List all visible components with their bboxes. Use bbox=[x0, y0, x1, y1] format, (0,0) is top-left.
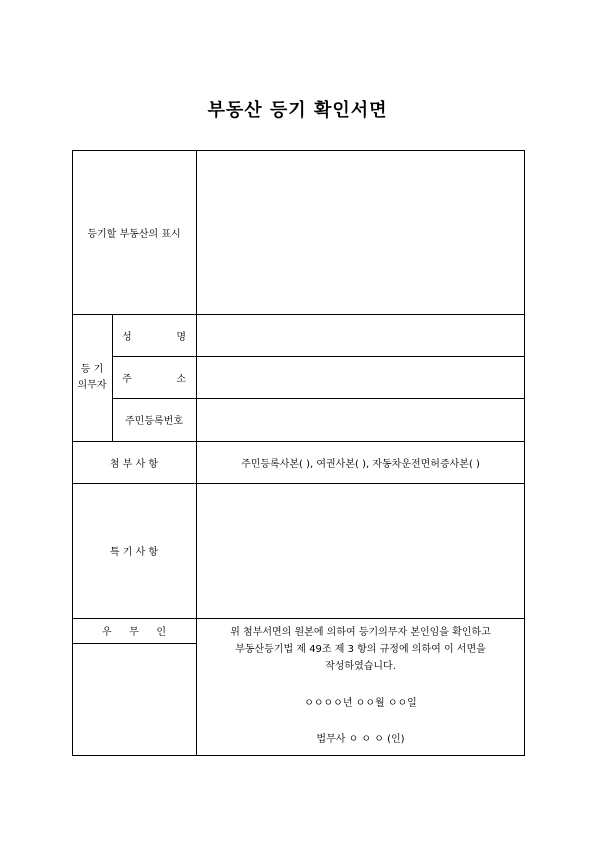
address-label bbox=[122, 356, 186, 398]
confirmation-line-2: 부동산등기법 제 49조 제 3 항의 규정에 의하여 이 서면을 bbox=[235, 644, 486, 655]
page-title: 부동산 등기 확인서면 bbox=[207, 100, 388, 121]
address-label-char-2: 소 bbox=[176, 373, 186, 385]
special-notes-label: 특 기 사 항 bbox=[109, 547, 159, 558]
thumbprint-box[interactable] bbox=[73, 644, 196, 755]
obligor-label bbox=[72, 314, 112, 441]
name-field[interactable] bbox=[197, 315, 524, 356]
address-label-char-1: 주 bbox=[122, 373, 132, 385]
thumbprint-char-3: 인 bbox=[156, 627, 166, 638]
name-label-char-1: 성 bbox=[122, 331, 132, 343]
thumbprint-char-1: 우 bbox=[102, 627, 112, 638]
property-field[interactable] bbox=[197, 151, 524, 314]
thumbprint-char-2: 무 bbox=[129, 627, 139, 638]
confirmation-statement bbox=[197, 624, 524, 675]
property-label: 등기할 부동산의 표시 bbox=[87, 228, 181, 240]
confirmation-date: ㅇㅇㅇㅇ년 ㅇㅇ월 ㅇㅇ일 bbox=[304, 698, 417, 709]
confirmation-line-3: 작성하였습니다. bbox=[325, 661, 396, 672]
thumbprint-label bbox=[102, 618, 166, 643]
name-label bbox=[122, 314, 186, 356]
attachments-value: 주민등록사본( ), 여권사본( ), 자동차운전면허증사본( ) bbox=[241, 458, 480, 470]
signer-line: 법무사 ㅇ ㅇ ㅇ (인) bbox=[316, 734, 405, 745]
obligor-label-line1: 등 기 bbox=[80, 363, 104, 375]
special-notes-field[interactable] bbox=[197, 484, 524, 618]
rrn-field[interactable] bbox=[197, 399, 524, 441]
name-label-char-2: 명 bbox=[176, 331, 186, 343]
rrn-label: 주민등록번호 bbox=[125, 416, 183, 427]
obligor-label-line2: 의무자 bbox=[77, 379, 107, 391]
address-field[interactable] bbox=[197, 357, 524, 398]
attachments-label: 첨 부 사 항 bbox=[109, 458, 159, 470]
confirmation-line-1: 위 첨부서면의 원본에 의하여 등기의무자 본인임을 확인하고 bbox=[230, 627, 491, 638]
